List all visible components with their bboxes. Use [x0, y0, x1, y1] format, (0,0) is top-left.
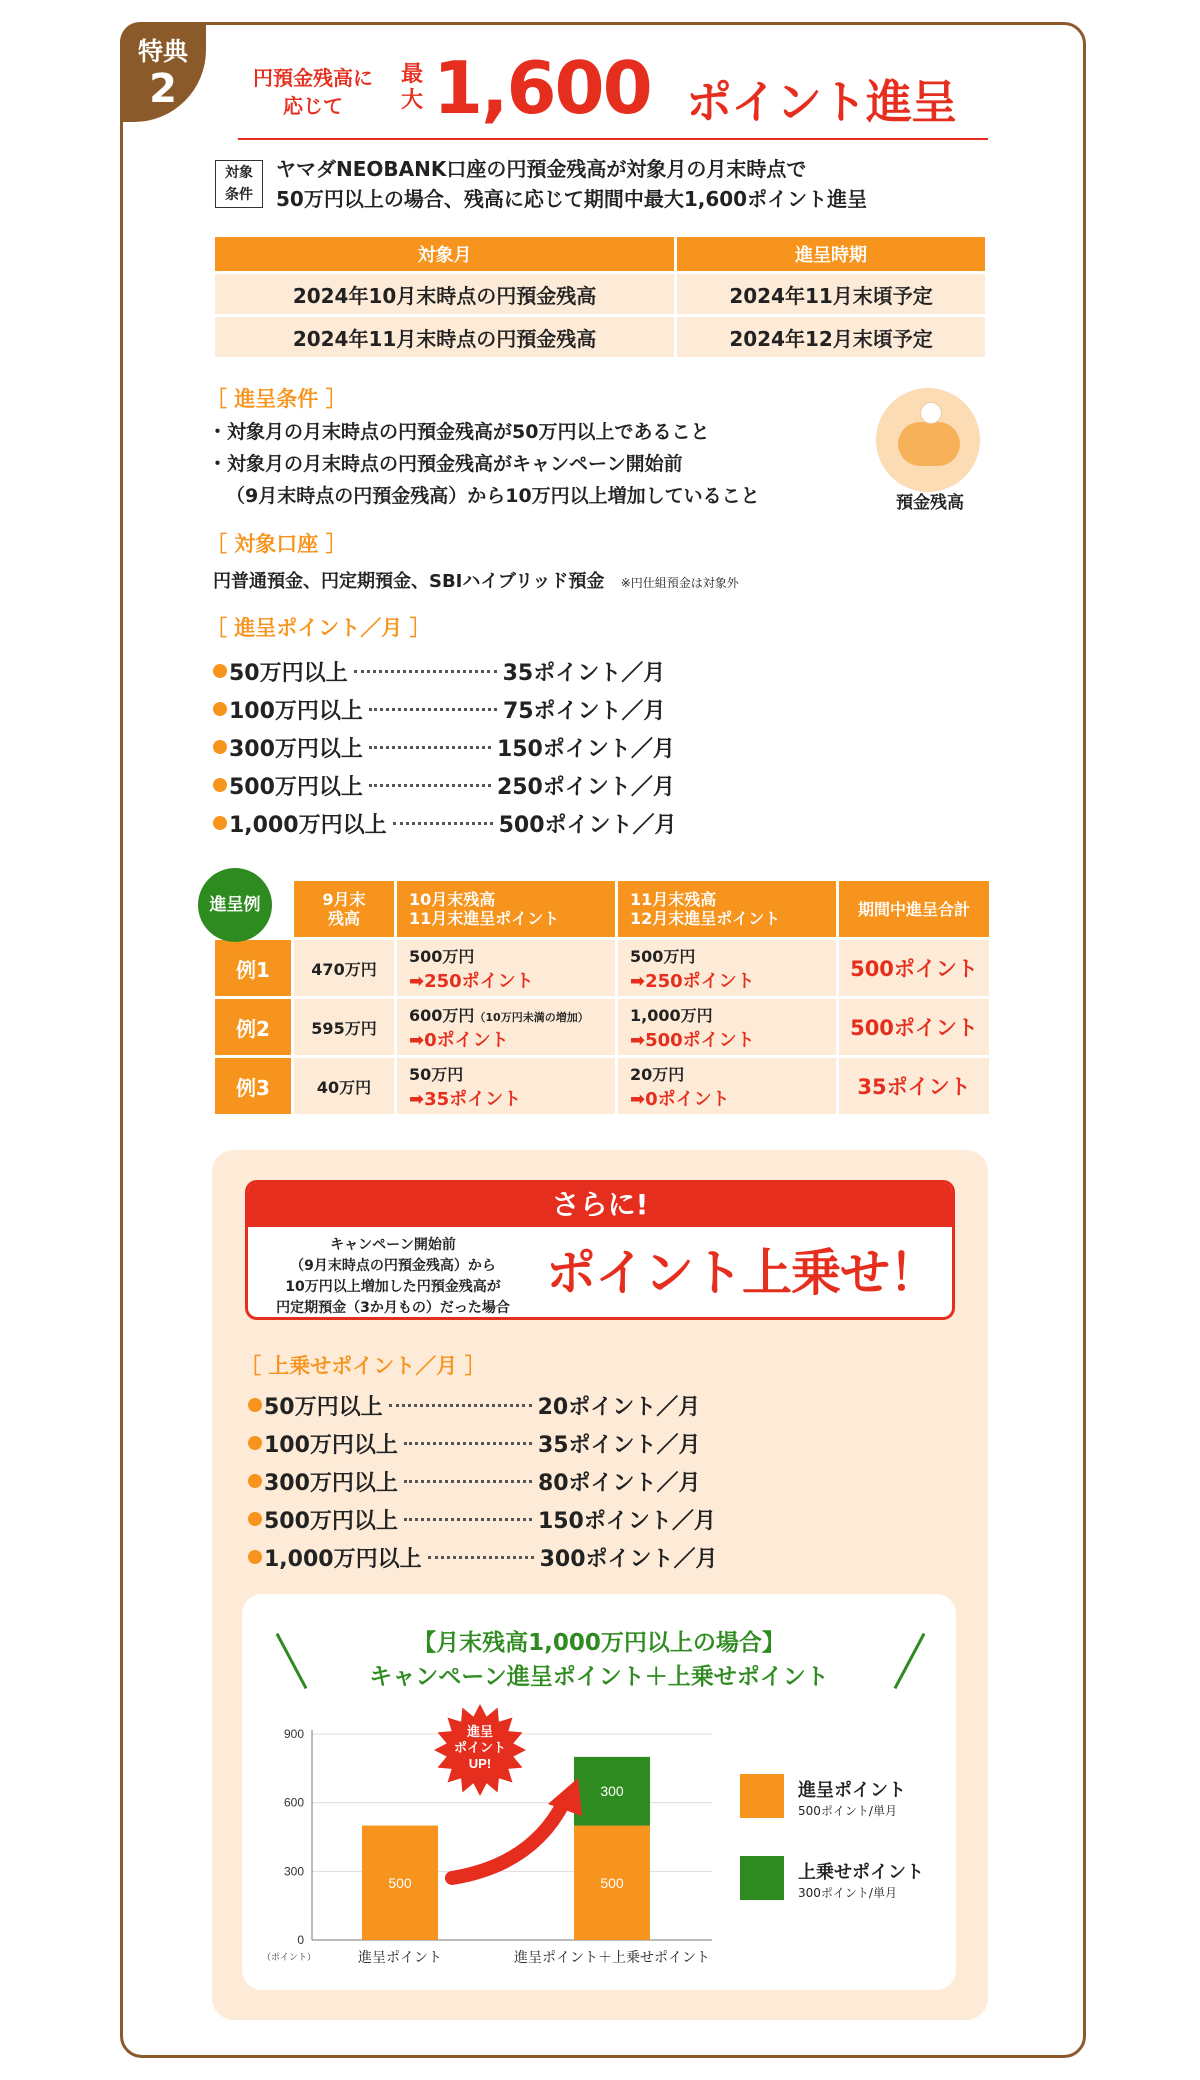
example-oct [397, 940, 615, 996]
leader-dots [369, 784, 491, 787]
leader-dots [389, 1404, 532, 1407]
example-oct [397, 1058, 615, 1114]
bonus-amount: 500万円以上 [264, 1508, 398, 1534]
example-balance: 500万円 [409, 946, 475, 966]
examples-header-nov [618, 881, 836, 937]
list-item [248, 1424, 718, 1462]
bonus-banner [245, 1180, 955, 1320]
example-points: ➡35ポイント [409, 1088, 522, 1110]
list-item [213, 728, 677, 766]
coin-icon [920, 402, 942, 424]
accounts-body [213, 566, 739, 599]
examples-header-oct [397, 881, 615, 937]
headline-prefix-line2: 応じて [283, 94, 343, 118]
list-item [213, 690, 677, 728]
schedule-cell: 2024年11月末時点の円預金残高 [215, 317, 674, 357]
headline-prefix-line1: 円預金残高に [253, 66, 373, 90]
banner-desc-line: （9月末時点の円預金残高）から [290, 1258, 496, 1274]
example-sep: 470万円 [294, 940, 394, 996]
starburst-text: ポイント [453, 1740, 507, 1755]
accounts-note: ※円仕組預金は対象外 [620, 576, 739, 590]
table-row [215, 1058, 989, 1114]
points-amount: 300万円以上 [229, 736, 363, 762]
legend-swatch [740, 1774, 784, 1818]
conditions-line1: ・対象月の月末時点の円預金残高が50万円以上であること [208, 421, 710, 443]
headline-suffix: ポイント進呈 [686, 75, 956, 129]
bullet-icon [248, 1398, 262, 1412]
leader-dots [369, 746, 491, 749]
table-row [215, 317, 985, 357]
example-balance: 1,000万円 [630, 1005, 713, 1025]
bullet-icon [213, 664, 227, 678]
examples-table [212, 878, 992, 1117]
points-amount: 50万円以上 [229, 660, 348, 686]
banner-big-text: ポイント上乗せ！ [546, 1244, 938, 1302]
x-tick-label: 進呈ポイント＋上乗せポイント [514, 1949, 710, 1965]
badge-label: 特典 [137, 37, 188, 66]
example-points: ➡250ポイント [630, 970, 755, 992]
benefit-badge [120, 22, 206, 122]
condition-line1: ヤマダNEOBANK口座の円預金残高が対象月の月末時点で [276, 157, 807, 181]
bullet-icon [213, 778, 227, 792]
example-points: ➡500ポイント [630, 1029, 755, 1051]
bullet-icon [213, 816, 227, 830]
bar-value-label: 500 [600, 1874, 624, 1891]
conditions-line2: ・対象月の月末時点の円預金残高がキャンペーン開始前 [208, 453, 683, 475]
example-nov [618, 940, 836, 996]
leader-dots [354, 670, 497, 673]
bonus-amount: 100万円以上 [264, 1432, 398, 1458]
list-item [213, 804, 677, 842]
list-item [248, 1462, 718, 1500]
bullet-icon [248, 1474, 262, 1488]
headline-amount: 1,600 [433, 46, 651, 130]
up-arrow-icon [452, 1802, 564, 1878]
piggy-bank-icon [876, 388, 980, 492]
leader-dots [369, 708, 497, 711]
example-label: 例1 [215, 940, 291, 996]
banner-desc-line: キャンペーン開始前 [330, 1237, 456, 1253]
condition-text [276, 154, 867, 214]
leader-dots [393, 822, 493, 825]
header-line: 残高 [327, 909, 360, 928]
examples-badge: 進呈例 [198, 868, 272, 942]
points-value: 500ポイント／月 [498, 812, 677, 838]
bullet-icon [248, 1512, 262, 1526]
header-line: 10月末残高 [409, 890, 496, 909]
header-line: 11月末残高 [630, 890, 717, 909]
bonus-value: 300ポイント／月 [539, 1546, 718, 1572]
accounts-text: 円普通預金、円定期預金、SBIハイブリッド預金 [213, 571, 605, 592]
bullet-icon [213, 740, 227, 754]
x-tick-label: 進呈ポイント [358, 1949, 442, 1965]
condition-line2: 50万円以上の場合、残高に応じて期間中最大1,600ポイント進呈 [276, 187, 868, 211]
badge-number: 2 [149, 66, 177, 112]
condition-tag-line2: 条件 [225, 187, 253, 203]
points-value: 150ポイント／月 [496, 736, 675, 762]
bonus-value: 20ポイント／月 [537, 1394, 701, 1420]
example-balance: 20万円 [630, 1064, 685, 1084]
legend-name: 上乗せポイント [798, 1862, 924, 1883]
bonus-list [248, 1386, 718, 1576]
bonus-value: 35ポイント／月 [537, 1432, 701, 1458]
bonus-amount: 300万円以上 [264, 1470, 398, 1496]
header-line: 11月末進呈ポイント [409, 909, 560, 928]
table-row [215, 274, 985, 314]
accounts-heading: ［ 対象口座 ］ [206, 532, 347, 556]
conditions-line3: （9月末時点の円預金残高）から10万円以上増加していること [226, 485, 760, 507]
points-amount: 500万円以上 [229, 774, 363, 800]
legend-sub: 500ポイント/単月 [798, 1804, 897, 1818]
schedule-cell: 2024年11月末頃予定 [677, 274, 985, 314]
y-tick-label: 900 [283, 1727, 304, 1741]
y-tick-label: 600 [283, 1795, 304, 1810]
example-sep: 595万円 [294, 999, 394, 1055]
example-oct [397, 999, 615, 1055]
bonus-heading: ［ 上乗せポイント／月 ］ [240, 1354, 486, 1378]
headline [238, 46, 988, 140]
leader-dots [428, 1556, 534, 1559]
bonus-amount: 1,000万円以上 [264, 1546, 422, 1572]
bar-value-label: 500 [388, 1874, 412, 1891]
example-points: ➡250ポイント [409, 970, 534, 992]
conditions-body [208, 416, 760, 512]
examples-header-sep [294, 881, 394, 937]
headline-prefix [238, 64, 388, 120]
stacked-bar-chart [242, 1700, 732, 1970]
bonus-amount: 50万円以上 [264, 1394, 383, 1420]
chart-title-line1: 【月末残高1,000万円以上の場合】 [413, 1630, 785, 1656]
piggy-body-icon [898, 422, 960, 466]
header-line: 12月末進呈ポイント [630, 909, 781, 928]
points-value: 35ポイント／月 [502, 660, 666, 686]
example-note: （10万円未満の増加） [474, 1010, 589, 1024]
leader-dots [404, 1442, 532, 1445]
points-amount: 100万円以上 [229, 698, 363, 724]
points-list [213, 652, 677, 842]
header-line: 9月末 [322, 890, 366, 909]
legend-sub: 300ポイント/単月 [798, 1886, 897, 1900]
table-row [215, 940, 989, 996]
example-label: 例3 [215, 1058, 291, 1114]
list-item [248, 1500, 718, 1538]
example-total: 500ポイント [839, 999, 989, 1055]
example-total: 500ポイント [839, 940, 989, 996]
example-nov [618, 1058, 836, 1114]
legend-name: 進呈ポイント [798, 1780, 906, 1801]
schedule-cell: 2024年12月末頃予定 [677, 317, 985, 357]
condition-tag [215, 160, 263, 208]
piggy-label: 預金残高 [896, 493, 964, 513]
points-heading: ［ 進呈ポイント／月 ］ [206, 616, 431, 640]
example-nov [618, 999, 836, 1055]
banner-desc [248, 1235, 538, 1319]
table-row [215, 999, 989, 1055]
schedule-header-month: 対象月 [215, 237, 674, 271]
bullet-icon [213, 702, 227, 716]
banner-desc-line: 円定期預金（3か月もの）だった場合 [276, 1300, 510, 1316]
example-balance: 600万円 [409, 1005, 475, 1025]
y-unit-label: （ポイント） [262, 1952, 317, 1962]
headline-max: 最大 [401, 62, 424, 113]
schedule-table [212, 234, 988, 360]
example-total: 35ポイント [839, 1058, 989, 1114]
schedule-cell: 2024年10月末時点の円預金残高 [215, 274, 674, 314]
example-balance: 50万円 [409, 1064, 464, 1084]
y-tick-label: 300 [283, 1864, 304, 1879]
list-item [213, 652, 677, 690]
points-value: 250ポイント／月 [496, 774, 675, 800]
list-item [248, 1386, 718, 1424]
list-item [213, 766, 677, 804]
chart-title [242, 1626, 956, 1694]
example-points: ➡0ポイント [630, 1088, 730, 1110]
legend-swatch [740, 1856, 784, 1900]
bullet-icon [248, 1550, 262, 1564]
example-points: ➡0ポイント [409, 1029, 509, 1051]
example-sep: 40万円 [294, 1058, 394, 1114]
bonus-value: 150ポイント／月 [537, 1508, 716, 1534]
leader-dots [404, 1518, 532, 1521]
banner-desc-line: 10万円以上増加した円預金残高が [285, 1279, 501, 1295]
points-amount: 1,000万円以上 [229, 812, 387, 838]
bullet-icon [248, 1436, 262, 1450]
examples-header-total: 期間中進呈合計 [839, 881, 989, 937]
example-balance: 500万円 [630, 946, 696, 966]
chart-title-line2: キャンペーン進呈ポイント＋上乗せポイント [369, 1664, 829, 1690]
list-item [248, 1538, 718, 1576]
condition-tag-line1: 対象 [225, 165, 253, 181]
conditions-heading: ［ 進呈条件 ］ [206, 387, 347, 411]
bonus-value: 80ポイント／月 [537, 1470, 701, 1496]
leader-dots [404, 1480, 532, 1483]
bar-value-label: 300 [600, 1783, 624, 1800]
starburst-text: 進呈 [466, 1724, 494, 1739]
y-tick-label: 0 [297, 1933, 304, 1947]
starburst-text: UP! [468, 1756, 492, 1771]
points-value: 75ポイント／月 [502, 698, 666, 724]
example-label: 例2 [215, 999, 291, 1055]
schedule-header-timing: 進呈時期 [677, 237, 985, 271]
banner-top: さらに! [248, 1183, 952, 1227]
